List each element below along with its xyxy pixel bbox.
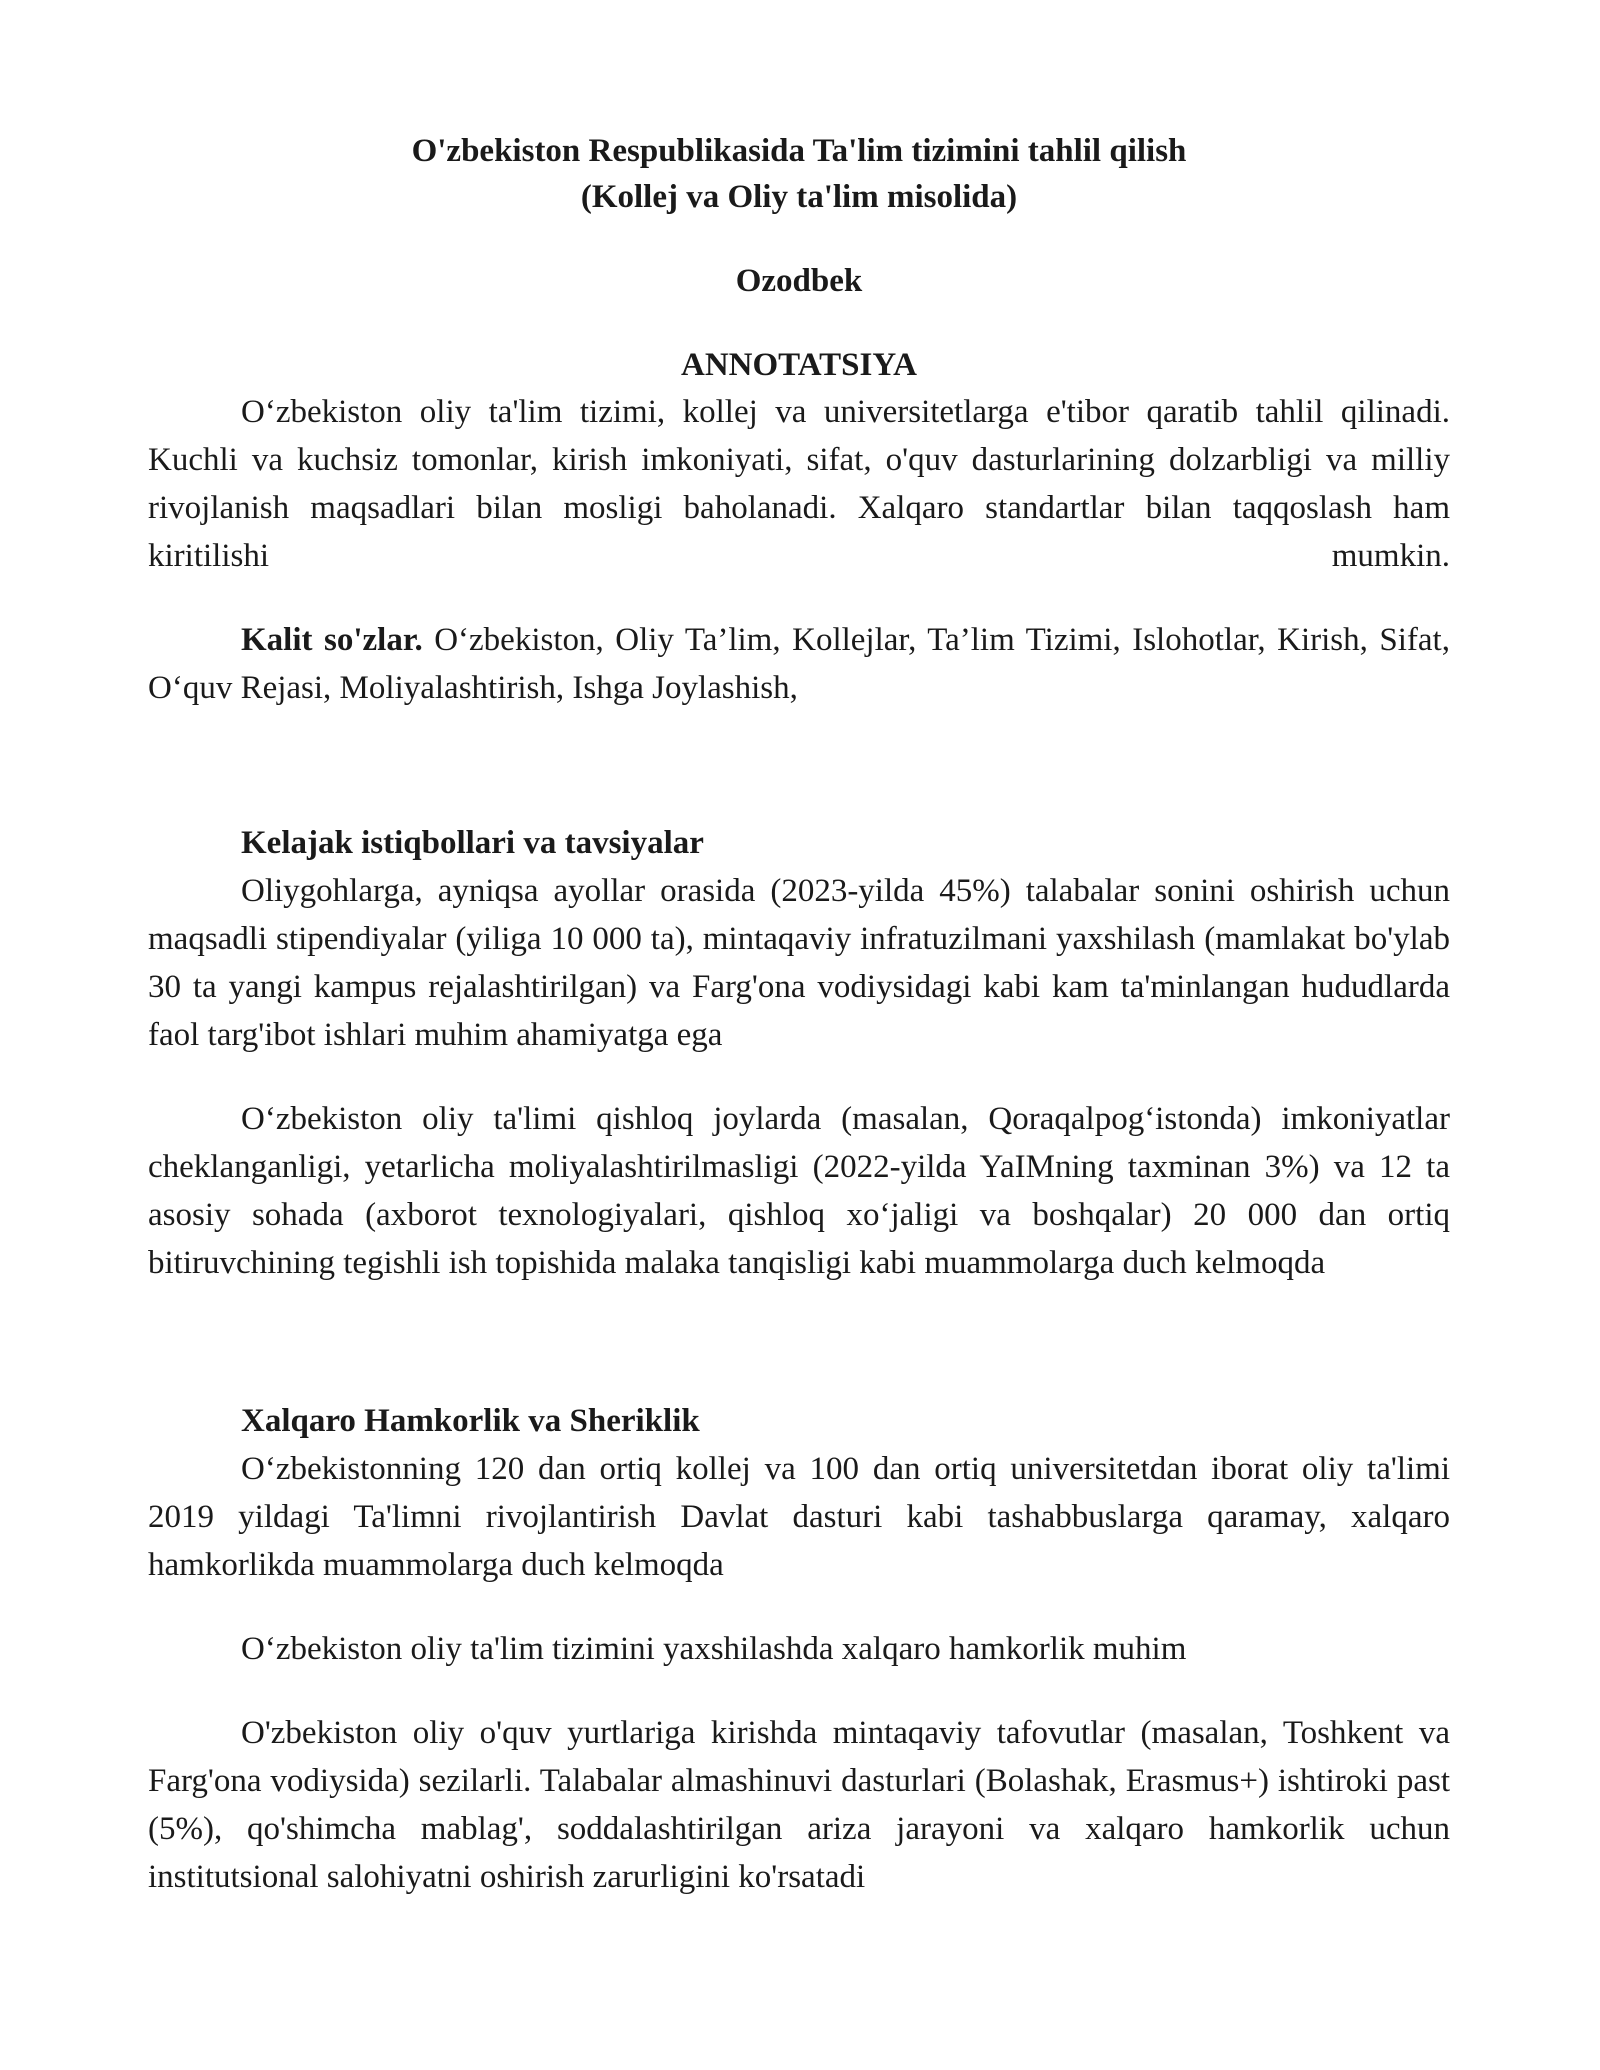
section-heading-future: Kelajak istiqbollari va tavsiyalar	[241, 825, 704, 861]
abstract-paragraph: O‘zbekiston oliy ta'lim tizimi, kollej va universitetlarga e'tibor qaratib tahlil qilinadi. Kuchli va kuchsiz tomonlar, kirish imkoniyati, sifat, o'quv dasturlarining dolzarbligi va milliy rivojlanish maqsadlari bilan mosligi baholanadi. Xalqaro standartlar bilan taqqoslash ham kiritilishi mumkin.	[148, 394, 1450, 574]
title-line-2: (Kollej va Oliy ta'lim misolida)	[580, 179, 1018, 215]
keywords-paragraph	[148, 616, 1450, 712]
keywords-label: Kalit so'zlar.	[241, 622, 423, 658]
section-future-paragraph-1: Oliygohlarga, ayniqsa ayollar orasida (2023-yilda 45%) talabalar sonini oshirish uchun maqsadli stipendiyalar (yiliga 10 000 ta), mintaqaviy infratuzilmani yaxshilash (mamlakat bo'ylab 30 ta yangi kampus rejalashtirilgan) va Farg'ona vodiysidagi kabi kam ta'minlangan hududlarda faol targ'ibot ishlari muhim ahamiyatga ega	[148, 873, 1450, 1053]
section-international-paragraph-3: O'zbekiston oliy o'quv yurtlariga kirishda mintaqaviy tafovutlar (masalan, Toshkent va Farg'ona vodiysida) sezilarli. Talabalar almashinuvi dasturlari (Bolashak, Erasmus+) ishtiroki past (5%), qo'shimcha mablag', soddalashtirilgan ariza jarayoni va xalqaro hamkorlik uchun institutsional salohiyatni oshirish zarurligini ko'rsatadi	[148, 1715, 1450, 1895]
document-page	[148, 128, 1450, 1901]
section-heading-international: Xalqaro Hamkorlik va Sheriklik	[241, 1403, 700, 1439]
section-future-paragraph-2: O‘zbekiston oliy ta'limi qishloq joylarda (masalan, Qoraqalpog‘istonda) imkoniyatlar cheklanganligi, yetarlicha moliyalashtirilmasligi (2022-yilda YaIMning taxminan 3%) va 12 ta asosiy sohada (axborot texnologiyalari, qishloq xo‘jaligi va boshqalar) 20 000 dan ortiq bitiruvchining tegishli ish topishida malaka tanqisligi kabi muammolarga duch kelmoqda	[148, 1101, 1450, 1281]
title-line-1: O'zbekiston Respublikasida Ta'lim tizimini tahlil qilish	[411, 133, 1187, 169]
author-name: Ozodbek	[735, 263, 863, 299]
spacer	[148, 1287, 1450, 1397]
keywords-text: O‘zbekiston, Oliy Ta’lim, Kollejlar, Ta’lim Tizimi, Islohotlar, Kirish, Sifat, O‘quv Rejasi, Moliyalashtirish, Ishga Joylashish,	[148, 622, 1450, 706]
document-title	[148, 128, 1450, 220]
spacer	[148, 712, 1450, 819]
section-international-paragraph-2: O‘zbekiston oliy ta'lim tizimini yaxshilashda xalqaro hamkorlik muhim	[241, 1631, 1187, 1667]
section-international-paragraph-1: O‘zbekistonning 120 dan ortiq kollej va 100 dan ortiq universitetdan iborat oliy ta'limi 2019 yildagi Ta'limni rivojlantirish Davlat dasturi kabi tashabbuslarga qaramay, xalqaro hamkorlikda muammolarga duch kelmoqda	[148, 1451, 1450, 1583]
abstract-heading: ANNOTATSIYA	[681, 347, 917, 383]
